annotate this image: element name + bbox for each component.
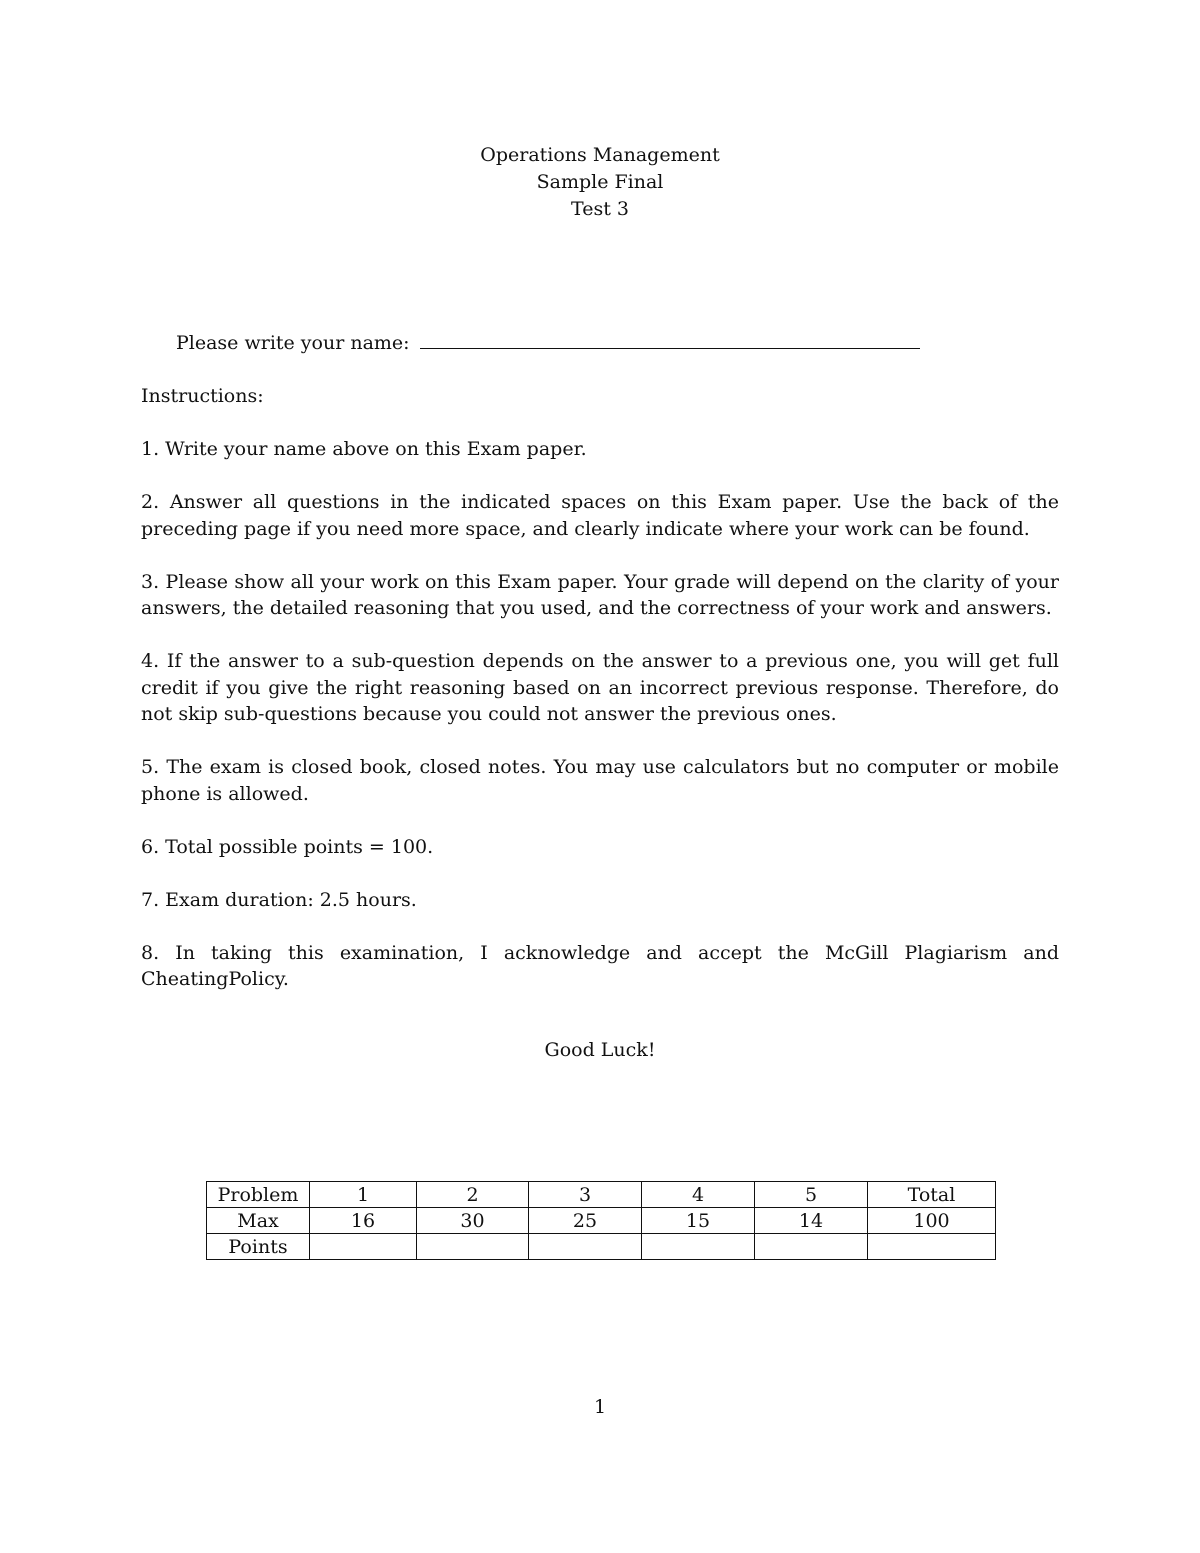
course-title: Operations Management	[480, 144, 720, 166]
page-number: 1	[593, 1396, 607, 1418]
instruction-item-2: 2. Answer all questions in the indicated spaces on this Exam paper. Use the back of the preceding page if you need more space, and clearly indicate where your work can be found.	[141, 491, 1059, 540]
table-cell: 4	[642, 1182, 755, 1208]
table-cell: 2	[417, 1182, 529, 1208]
table-row	[207, 1182, 996, 1208]
points-cell	[868, 1234, 996, 1260]
points-cell	[310, 1234, 417, 1260]
title-block	[0, 142, 1200, 223]
instruction-item-1: 1. Write your name above on this Exam paper.	[141, 438, 587, 460]
table-row	[207, 1208, 996, 1234]
points-cell	[529, 1234, 642, 1260]
table-cell: 25	[529, 1208, 642, 1234]
table-cell: 100	[868, 1208, 996, 1234]
table-cell: 1	[310, 1182, 417, 1208]
instruction-item-6: 6. Total possible points = 100.	[141, 835, 434, 858]
name-blank-line	[420, 347, 920, 349]
table-cell: 5	[755, 1182, 868, 1208]
points-cell	[642, 1234, 755, 1260]
table-cell: 16	[310, 1208, 417, 1234]
name-prompt-label: Please write your name:	[176, 332, 410, 354]
instruction-item-3: 3. Please show all your work on this Exam paper. Your grade will depend on the clarity of your answers, the detailed reasoning that you used, and the correctness of your work and answers.	[141, 570, 1059, 619]
test-number: Test 3	[571, 198, 629, 220]
exam-subtitle: Sample Final	[536, 171, 664, 193]
good-luck-text: Good Luck!	[544, 1039, 656, 1061]
instruction-item-8: 8. In taking this examination, I acknowledge and accept the McGill Plagiarism and CheatingPolicy.	[141, 941, 1059, 990]
table-row	[207, 1234, 996, 1260]
points-cell	[755, 1234, 868, 1260]
instructions-section	[141, 383, 1059, 1019]
table-cell: 3	[529, 1182, 642, 1208]
table-cell: Problem	[207, 1182, 310, 1208]
table-cell: Total	[868, 1182, 996, 1208]
table-cell: 30	[417, 1208, 529, 1234]
instruction-item-5: 5. The exam is closed book, closed notes. You may use calculators but no computer or mobile phone is allowed.	[141, 756, 1059, 805]
instruction-item-4: 4. If the answer to a sub-question depends on the answer to a previous one, you will get full credit if you give the right reasoning based on an incorrect previous response. Therefore, do not skip sub-questions because you could not answer the previous ones.	[141, 650, 1059, 725]
score-table	[206, 1181, 996, 1260]
instructions-heading: Instructions:	[141, 385, 264, 407]
table-cell: Max	[207, 1208, 310, 1234]
name-row	[176, 330, 920, 357]
table-cell: 14	[755, 1208, 868, 1234]
points-cell	[417, 1234, 529, 1260]
instruction-item-7: 7. Exam duration: 2.5 hours.	[141, 888, 417, 911]
table-cell: Points	[207, 1234, 310, 1260]
table-cell: 15	[642, 1208, 755, 1234]
